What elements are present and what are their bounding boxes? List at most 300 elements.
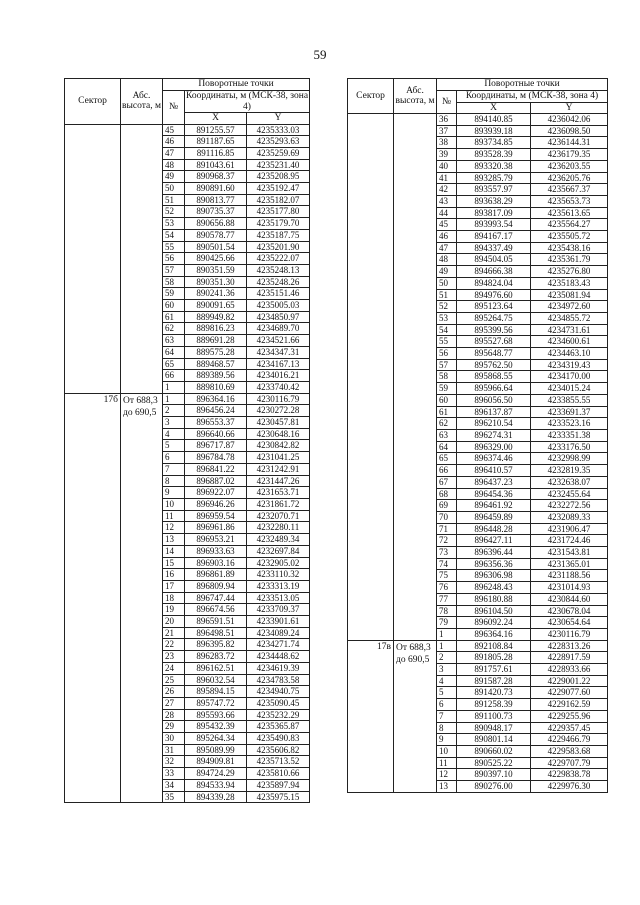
point-number-cell: 57 bbox=[163, 264, 185, 276]
point-number-cell: 48 bbox=[163, 159, 185, 171]
point-number-cell: 53 bbox=[163, 218, 185, 230]
point-number-cell: 66 bbox=[437, 465, 457, 477]
y-coordinate-cell: 4235505.72 bbox=[531, 231, 608, 243]
x-coordinate-cell: 896946.26 bbox=[185, 499, 247, 511]
point-number-cell: 69 bbox=[437, 500, 457, 512]
x-coordinate-cell: 890578.77 bbox=[185, 229, 247, 241]
point-number-cell: 63 bbox=[437, 429, 457, 441]
x-coordinate-cell: 896374.46 bbox=[457, 453, 531, 465]
x-coordinate-cell: 896953.21 bbox=[185, 534, 247, 546]
x-coordinate-cell: 893638.29 bbox=[457, 195, 531, 207]
y-coordinate-cell: 4230678.04 bbox=[531, 605, 608, 617]
point-number-cell: 11 bbox=[437, 757, 457, 769]
x-coordinate-cell: 895868.55 bbox=[457, 371, 531, 383]
point-number-cell: 47 bbox=[163, 147, 185, 159]
height-header: Абс. высота, м bbox=[394, 79, 437, 114]
point-number-cell: 68 bbox=[437, 488, 457, 500]
x-coordinate-cell: 896274.31 bbox=[457, 429, 531, 441]
point-number-cell: 57 bbox=[437, 359, 457, 371]
point-number-cell: 38 bbox=[437, 137, 457, 149]
y-coordinate-cell: 4234167.13 bbox=[247, 358, 310, 370]
point-number-cell: 73 bbox=[437, 547, 457, 559]
x-coordinate-cell: 890813.77 bbox=[185, 194, 247, 206]
point-number-cell: 34 bbox=[163, 779, 185, 791]
x-coordinate-cell: 891043.61 bbox=[185, 159, 247, 171]
x-coordinate-cell: 893320.38 bbox=[457, 160, 531, 172]
y-coordinate-cell: 4235259.69 bbox=[247, 147, 310, 159]
x-coordinate-cell: 895593.66 bbox=[185, 709, 247, 721]
x-coordinate-cell: 894339.28 bbox=[185, 791, 247, 803]
point-number-cell: 64 bbox=[163, 346, 185, 358]
point-number-cell: 9 bbox=[437, 734, 457, 746]
point-number-cell: 39 bbox=[437, 149, 457, 161]
x-coordinate-cell: 891255.57 bbox=[185, 124, 247, 136]
x-coordinate-cell: 889949.82 bbox=[185, 311, 247, 323]
x-coordinate-cell: 896747.44 bbox=[185, 592, 247, 604]
y-coordinate-cell: 4232819.35 bbox=[531, 465, 608, 477]
y-coordinate-cell: 4229976.30 bbox=[531, 781, 608, 793]
x-coordinate-cell: 896591.51 bbox=[185, 616, 247, 628]
y-coordinate-cell: 4233176.50 bbox=[531, 441, 608, 453]
point-number-cell: 47 bbox=[437, 242, 457, 254]
x-coordinate-cell: 895264.34 bbox=[185, 733, 247, 745]
x-coordinate-cell: 890091.65 bbox=[185, 300, 247, 312]
point-number-cell: 6 bbox=[163, 452, 185, 464]
y-coordinate-cell: 4234271.74 bbox=[247, 639, 310, 651]
y-coordinate-cell: 4233513.05 bbox=[247, 592, 310, 604]
turning-points-header: Поворотные точки bbox=[437, 79, 608, 91]
point-number-cell: 59 bbox=[163, 288, 185, 300]
y-coordinate-cell: 4235810.66 bbox=[247, 768, 310, 780]
height-header: Абс. высота, м bbox=[121, 79, 163, 125]
x-coordinate-cell: 896092.24 bbox=[457, 617, 531, 629]
x-coordinate-cell: 896887.02 bbox=[185, 475, 247, 487]
point-number-cell: 1 bbox=[437, 628, 457, 640]
x-coordinate-cell: 890948.17 bbox=[457, 722, 531, 734]
point-number-cell: 7 bbox=[163, 463, 185, 475]
y-coordinate-cell: 4235177.80 bbox=[247, 206, 310, 218]
y-coordinate-cell: 4230457.81 bbox=[247, 417, 310, 429]
y-coordinate-cell: 4230648.16 bbox=[247, 428, 310, 440]
x-coordinate-cell: 889691.28 bbox=[185, 335, 247, 347]
x-coordinate-cell: 890501.54 bbox=[185, 241, 247, 253]
x-coordinate-cell: 892108.84 bbox=[457, 640, 531, 652]
x-coordinate-cell: 896162.51 bbox=[185, 662, 247, 674]
point-number-cell: 56 bbox=[437, 348, 457, 360]
point-number-cell: 27 bbox=[163, 697, 185, 709]
point-number-cell: 4 bbox=[437, 675, 457, 687]
y-coordinate-cell: 4234170.00 bbox=[531, 371, 608, 383]
y-coordinate-cell: 4235897.94 bbox=[247, 779, 310, 791]
y-coordinate-cell: 4232455.64 bbox=[531, 488, 608, 500]
point-number-cell: 31 bbox=[163, 744, 185, 756]
point-number-cell: 41 bbox=[437, 172, 457, 184]
x-coordinate-cell: 895894.15 bbox=[185, 686, 247, 698]
y-coordinate-cell: 4234347.31 bbox=[247, 346, 310, 358]
x-coordinate-cell: 895123.64 bbox=[457, 301, 531, 313]
point-number-cell: 6 bbox=[437, 699, 457, 711]
x-coordinate-cell: 890968.37 bbox=[185, 171, 247, 183]
x-coordinate-cell: 895432.39 bbox=[185, 721, 247, 733]
y-coordinate-cell: 4235081.94 bbox=[531, 289, 608, 301]
point-number-cell: 8 bbox=[163, 475, 185, 487]
point-number-cell: 65 bbox=[437, 453, 457, 465]
point-number-cell: 48 bbox=[437, 254, 457, 266]
point-number-cell: 43 bbox=[437, 195, 457, 207]
x-coordinate-cell: 896364.16 bbox=[185, 393, 247, 405]
point-number-cell: 67 bbox=[437, 476, 457, 488]
x-coordinate-cell: 890351.59 bbox=[185, 264, 247, 276]
y-coordinate-cell: 4235653.73 bbox=[531, 195, 608, 207]
y-coordinate-cell: 4232070.71 bbox=[247, 510, 310, 522]
x-coordinate-cell: 890735.37 bbox=[185, 206, 247, 218]
x-coordinate-cell: 896784.78 bbox=[185, 452, 247, 464]
point-number-cell: 50 bbox=[437, 277, 457, 289]
point-number-cell: 49 bbox=[163, 171, 185, 183]
point-number-cell: 51 bbox=[437, 289, 457, 301]
x-coordinate-cell: 896137.87 bbox=[457, 406, 531, 418]
x-coordinate-cell: 890397.10 bbox=[457, 769, 531, 781]
point-number-cell: 58 bbox=[437, 371, 457, 383]
x-coordinate-cell: 890276.00 bbox=[457, 781, 531, 793]
x-coordinate-cell: 889575.28 bbox=[185, 346, 247, 358]
x-coordinate-cell: 893557.97 bbox=[457, 184, 531, 196]
y-coordinate-cell: 4234521.66 bbox=[247, 335, 310, 347]
point-number-cell: 75 bbox=[437, 570, 457, 582]
x-coordinate-cell: 896356.36 bbox=[457, 558, 531, 570]
height-cell bbox=[394, 114, 437, 641]
x-header: X bbox=[185, 113, 247, 125]
point-number-cell: 24 bbox=[163, 662, 185, 674]
point-number-cell: 29 bbox=[163, 721, 185, 733]
y-coordinate-cell: 4234463.10 bbox=[531, 348, 608, 360]
point-number-cell: 51 bbox=[163, 194, 185, 206]
point-number-cell: 5 bbox=[437, 687, 457, 699]
y-coordinate-cell: 4232998.99 bbox=[531, 453, 608, 465]
y-coordinate-cell: 4231724.46 bbox=[531, 535, 608, 547]
point-number-cell: 11 bbox=[163, 510, 185, 522]
y-coordinate-cell: 4229583.68 bbox=[531, 745, 608, 757]
table-row bbox=[65, 124, 310, 136]
num-header: № bbox=[437, 91, 457, 114]
x-coordinate-cell: 894909.81 bbox=[185, 756, 247, 768]
x-coordinate-cell: 896456.24 bbox=[185, 405, 247, 417]
x-coordinate-cell: 895264.75 bbox=[457, 312, 531, 324]
y-coordinate-cell: 4235613.65 bbox=[531, 207, 608, 219]
point-number-cell: 79 bbox=[437, 617, 457, 629]
y-coordinate-cell: 4229466.79 bbox=[531, 734, 608, 746]
y-coordinate-cell: 4236144.31 bbox=[531, 137, 608, 149]
x-coordinate-cell: 895747.72 bbox=[185, 697, 247, 709]
point-number-cell: 12 bbox=[163, 522, 185, 534]
point-number-cell: 78 bbox=[437, 605, 457, 617]
point-number-cell: 44 bbox=[437, 207, 457, 219]
x-coordinate-cell: 896961.86 bbox=[185, 522, 247, 534]
x-coordinate-cell: 893528.39 bbox=[457, 149, 531, 161]
x-coordinate-cell: 896396.44 bbox=[457, 547, 531, 559]
x-coordinate-cell: 891258.39 bbox=[457, 699, 531, 711]
y-coordinate-cell: 4234689.70 bbox=[247, 323, 310, 335]
y-coordinate-cell: 4234089.24 bbox=[247, 627, 310, 639]
x-coordinate-cell: 891757.61 bbox=[457, 664, 531, 676]
y-coordinate-cell: 4236098.50 bbox=[531, 125, 608, 137]
table-row bbox=[65, 393, 310, 405]
x-coordinate-cell: 894724.29 bbox=[185, 768, 247, 780]
sector-cell bbox=[348, 114, 394, 641]
x-coordinate-cell: 896903.16 bbox=[185, 557, 247, 569]
point-number-cell: 10 bbox=[163, 499, 185, 511]
y-coordinate-cell: 4234972.60 bbox=[531, 301, 608, 313]
x-coordinate-cell: 890660.02 bbox=[457, 745, 531, 757]
coordinates-table-right bbox=[347, 78, 608, 793]
x-coordinate-cell: 896448.28 bbox=[457, 523, 531, 535]
x-coordinate-cell: 894140.85 bbox=[457, 114, 531, 126]
x-coordinate-cell: 896861.89 bbox=[185, 569, 247, 581]
table-row bbox=[348, 114, 608, 126]
point-number-cell: 25 bbox=[163, 674, 185, 686]
y-coordinate-cell: 4235293.63 bbox=[247, 136, 310, 148]
point-number-cell: 52 bbox=[163, 206, 185, 218]
point-number-cell: 30 bbox=[163, 733, 185, 745]
point-number-cell: 15 bbox=[163, 557, 185, 569]
x-coordinate-cell: 896809.94 bbox=[185, 580, 247, 592]
x-coordinate-cell: 890891.60 bbox=[185, 183, 247, 195]
x-coordinate-cell: 890351.30 bbox=[185, 276, 247, 288]
x-coordinate-cell: 895648.77 bbox=[457, 348, 531, 360]
point-number-cell: 58 bbox=[163, 276, 185, 288]
y-coordinate-cell: 4231365.01 bbox=[531, 558, 608, 570]
point-number-cell: 61 bbox=[437, 406, 457, 418]
y-coordinate-cell: 4231861.72 bbox=[247, 499, 310, 511]
x-coordinate-cell: 890656.88 bbox=[185, 218, 247, 230]
x-coordinate-cell: 896717.87 bbox=[185, 440, 247, 452]
y-coordinate-cell: 4232489.34 bbox=[247, 534, 310, 546]
x-coordinate-cell: 896933.63 bbox=[185, 545, 247, 557]
point-number-cell: 19 bbox=[163, 604, 185, 616]
y-coordinate-cell: 4233901.61 bbox=[247, 616, 310, 628]
y-coordinate-cell: 4234619.39 bbox=[247, 662, 310, 674]
sector-header: Сектор bbox=[348, 79, 394, 114]
coords-header: Координаты, м (МСК-38, зона 4) bbox=[185, 91, 309, 112]
y-coordinate-cell: 4233709.37 bbox=[247, 604, 310, 616]
y-coordinate-cell: 4235248.13 bbox=[247, 264, 310, 276]
point-number-cell: 13 bbox=[163, 534, 185, 546]
y-coordinate-cell: 4230842.82 bbox=[247, 440, 310, 452]
x-coordinate-cell: 895966.64 bbox=[457, 383, 531, 395]
y-coordinate-cell: 4233523.16 bbox=[531, 418, 608, 430]
y-coordinate-cell: 4233740.42 bbox=[247, 381, 310, 393]
y-coordinate-cell: 4233313.19 bbox=[247, 580, 310, 592]
point-number-cell: 14 bbox=[163, 545, 185, 557]
point-number-cell: 16 bbox=[163, 569, 185, 581]
y-coordinate-cell: 4236205.76 bbox=[531, 172, 608, 184]
x-coordinate-cell: 893993.54 bbox=[457, 219, 531, 231]
x-coordinate-cell: 895399.56 bbox=[457, 324, 531, 336]
sector-cell: 17б bbox=[65, 393, 121, 803]
y-coordinate-cell: 4234940.75 bbox=[247, 686, 310, 698]
point-number-cell: 53 bbox=[437, 312, 457, 324]
point-number-cell: 42 bbox=[437, 184, 457, 196]
point-number-cell: 46 bbox=[163, 136, 185, 148]
point-number-cell: 62 bbox=[163, 323, 185, 335]
y-coordinate-cell: 4233110.32 bbox=[247, 569, 310, 581]
y-coordinate-cell: 4235222.07 bbox=[247, 253, 310, 265]
point-number-cell: 23 bbox=[163, 651, 185, 663]
y-coordinate-cell: 4236203.55 bbox=[531, 160, 608, 172]
y-coordinate-cell: 4229162.59 bbox=[531, 699, 608, 711]
x-coordinate-cell: 896437.23 bbox=[457, 476, 531, 488]
y-coordinate-cell: 4235192.47 bbox=[247, 183, 310, 195]
y-coordinate-cell: 4232905.02 bbox=[247, 557, 310, 569]
point-number-cell: 7 bbox=[437, 710, 457, 722]
x-coordinate-cell: 896461.92 bbox=[457, 500, 531, 512]
point-number-cell: 20 bbox=[163, 616, 185, 628]
y-coordinate-cell: 4234016.21 bbox=[247, 370, 310, 382]
point-number-cell: 32 bbox=[163, 756, 185, 768]
point-number-cell: 74 bbox=[437, 558, 457, 570]
y-coordinate-cell: 4231242.91 bbox=[247, 463, 310, 475]
point-number-cell: 64 bbox=[437, 441, 457, 453]
x-coordinate-cell: 896283.72 bbox=[185, 651, 247, 663]
point-number-cell: 45 bbox=[163, 124, 185, 136]
y-header: Y bbox=[247, 113, 310, 125]
x-coordinate-cell: 896959.54 bbox=[185, 510, 247, 522]
x-coordinate-cell: 889810.69 bbox=[185, 381, 247, 393]
y-coordinate-cell: 4236179.35 bbox=[531, 149, 608, 161]
y-coordinate-cell: 4235187.75 bbox=[247, 229, 310, 241]
y-coordinate-cell: 4235361.79 bbox=[531, 254, 608, 266]
point-number-cell: 45 bbox=[437, 219, 457, 231]
y-coordinate-cell: 4235183.43 bbox=[531, 277, 608, 289]
x-coordinate-cell: 896056.50 bbox=[457, 394, 531, 406]
x-coordinate-cell: 894337.49 bbox=[457, 242, 531, 254]
y-coordinate-cell: 4229838.78 bbox=[531, 769, 608, 781]
height-cell: От 688,3 до 690,5 bbox=[394, 640, 437, 792]
x-coordinate-cell: 896104.50 bbox=[457, 605, 531, 617]
y-coordinate-cell: 4230654.64 bbox=[531, 617, 608, 629]
point-number-cell: 1 bbox=[163, 393, 185, 405]
y-coordinate-cell: 4229077.60 bbox=[531, 687, 608, 699]
y-coordinate-cell: 4231188.56 bbox=[531, 570, 608, 582]
point-number-cell: 8 bbox=[437, 722, 457, 734]
y-coordinate-cell: 4235201.90 bbox=[247, 241, 310, 253]
y-coordinate-cell: 4233855.55 bbox=[531, 394, 608, 406]
y-coordinate-cell: 4235179.70 bbox=[247, 218, 310, 230]
num-header: № bbox=[163, 91, 185, 125]
x-coordinate-cell: 896364.16 bbox=[457, 628, 531, 640]
y-coordinate-cell: 4229255.96 bbox=[531, 710, 608, 722]
point-number-cell: 2 bbox=[163, 405, 185, 417]
y-coordinate-cell: 4234319.43 bbox=[531, 359, 608, 371]
y-coordinate-cell: 4235365.87 bbox=[247, 721, 310, 733]
point-number-cell: 59 bbox=[437, 383, 457, 395]
point-number-cell: 22 bbox=[163, 639, 185, 651]
x-coordinate-cell: 896329.00 bbox=[457, 441, 531, 453]
x-coordinate-cell: 890525.22 bbox=[457, 757, 531, 769]
y-coordinate-cell: 4235606.82 bbox=[247, 744, 310, 756]
point-number-cell: 35 bbox=[163, 791, 185, 803]
y-coordinate-cell: 4232280.11 bbox=[247, 522, 310, 534]
x-coordinate-cell: 891805.28 bbox=[457, 652, 531, 664]
point-number-cell: 50 bbox=[163, 183, 185, 195]
sector-cell bbox=[65, 124, 121, 393]
point-number-cell: 56 bbox=[163, 253, 185, 265]
x-coordinate-cell: 896553.37 bbox=[185, 417, 247, 429]
point-number-cell: 55 bbox=[163, 241, 185, 253]
point-number-cell: 61 bbox=[163, 311, 185, 323]
x-coordinate-cell: 894824.04 bbox=[457, 277, 531, 289]
y-coordinate-cell: 4229357.45 bbox=[531, 722, 608, 734]
x-coordinate-cell: 894666.38 bbox=[457, 266, 531, 278]
x-coordinate-cell: 896395.82 bbox=[185, 639, 247, 651]
y-coordinate-cell: 4236042.06 bbox=[531, 114, 608, 126]
point-number-cell: 40 bbox=[437, 160, 457, 172]
x-coordinate-cell: 895762.50 bbox=[457, 359, 531, 371]
point-number-cell: 60 bbox=[437, 394, 457, 406]
y-coordinate-cell: 4230116.79 bbox=[247, 393, 310, 405]
y-coordinate-cell: 4235490.83 bbox=[247, 733, 310, 745]
point-number-cell: 3 bbox=[437, 664, 457, 676]
y-coordinate-cell: 4235333.03 bbox=[247, 124, 310, 136]
x-coordinate-cell: 894976.60 bbox=[457, 289, 531, 301]
y-coordinate-cell: 4231041.25 bbox=[247, 452, 310, 464]
y-coordinate-cell: 4231906.47 bbox=[531, 523, 608, 535]
y-coordinate-cell: 4235232.29 bbox=[247, 709, 310, 721]
x-coordinate-cell: 889389.56 bbox=[185, 370, 247, 382]
y-coordinate-cell: 4232272.56 bbox=[531, 500, 608, 512]
point-number-cell: 18 bbox=[163, 592, 185, 604]
x-coordinate-cell: 893285.79 bbox=[457, 172, 531, 184]
x-coordinate-cell: 891420.73 bbox=[457, 687, 531, 699]
point-number-cell: 70 bbox=[437, 511, 457, 523]
point-number-cell: 49 bbox=[437, 266, 457, 278]
y-coordinate-cell: 4234015.24 bbox=[531, 383, 608, 395]
x-coordinate-cell: 896180.88 bbox=[457, 593, 531, 605]
y-coordinate-cell: 4230844.60 bbox=[531, 593, 608, 605]
point-number-cell: 3 bbox=[163, 417, 185, 429]
y-coordinate-cell: 4235005.03 bbox=[247, 300, 310, 312]
y-coordinate-cell: 4230272.28 bbox=[247, 405, 310, 417]
point-number-cell: 13 bbox=[437, 781, 457, 793]
y-coordinate-cell: 4228933.66 bbox=[531, 664, 608, 676]
y-coordinate-cell: 4234850.97 bbox=[247, 311, 310, 323]
x-coordinate-cell: 896248.43 bbox=[457, 582, 531, 594]
x-coordinate-cell: 895527.68 bbox=[457, 336, 531, 348]
point-number-cell: 63 bbox=[163, 335, 185, 347]
y-coordinate-cell: 4235248.26 bbox=[247, 276, 310, 288]
x-coordinate-cell: 890425.66 bbox=[185, 253, 247, 265]
y-coordinate-cell: 4230116.79 bbox=[531, 628, 608, 640]
coordinates-table-left bbox=[64, 78, 310, 803]
sector-header: Сектор bbox=[65, 79, 121, 125]
y-coordinate-cell: 4229707.79 bbox=[531, 757, 608, 769]
y-coordinate-cell: 4235713.52 bbox=[247, 756, 310, 768]
point-number-cell: 17 bbox=[163, 580, 185, 592]
y-coordinate-cell: 4235151.46 bbox=[247, 288, 310, 300]
x-coordinate-cell: 890241.36 bbox=[185, 288, 247, 300]
x-coordinate-cell: 896640.66 bbox=[185, 428, 247, 440]
point-number-cell: 46 bbox=[437, 231, 457, 243]
page-number: 59 bbox=[313, 47, 327, 62]
point-number-cell: 28 bbox=[163, 709, 185, 721]
y-coordinate-cell: 4231447.26 bbox=[247, 475, 310, 487]
x-coordinate-cell: 896459.89 bbox=[457, 511, 531, 523]
y-coordinate-cell: 4234600.61 bbox=[531, 336, 608, 348]
x-coordinate-cell: 895089.99 bbox=[185, 744, 247, 756]
point-number-cell: 52 bbox=[437, 301, 457, 313]
x-coordinate-cell: 889468.57 bbox=[185, 358, 247, 370]
x-coordinate-cell: 896210.54 bbox=[457, 418, 531, 430]
